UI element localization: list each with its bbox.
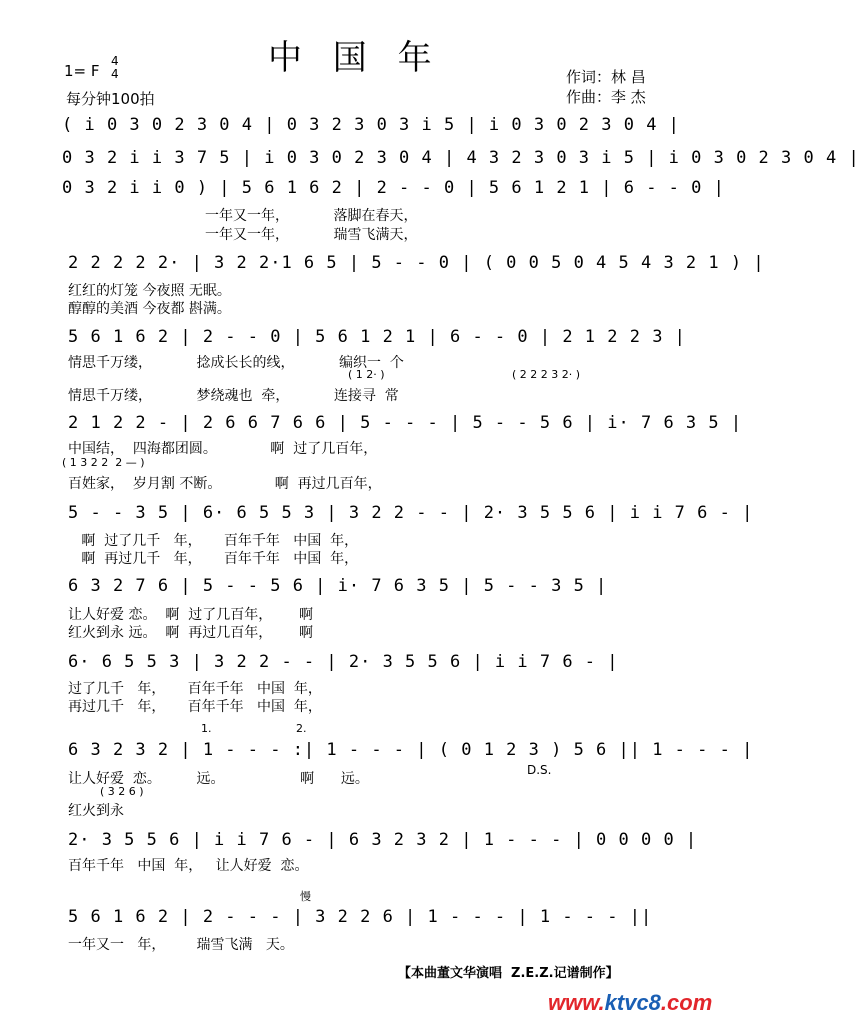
tempo-marking: 每分钟100拍 (66, 90, 155, 108)
volta-1-label: 1. (201, 722, 212, 735)
small-notes-c: ( 1 3 2 2 2 — ) (62, 456, 145, 469)
composer-credit: 作曲：李 杰 (566, 88, 646, 106)
site-watermark (548, 990, 712, 1016)
small-notes-a: ( 1 2· ) (348, 368, 385, 381)
lyricist-credit: 作词：林 昌 (566, 68, 646, 86)
lyric-row-8-verse-1: 让人好爱 恋。 啊 过了几百年， 啊 (68, 607, 313, 623)
time-signature-bottom: 4 (111, 67, 119, 81)
small-notes-d: ( 3 2 6 ) (100, 785, 144, 798)
notation-row-2: 0 3 2 i i 3 7 5 | i 0 3 0 2 3 0 4 | 4 3 2 3 0 3 i 5 | i 0 3 0 2 3 0 4 | (62, 148, 860, 168)
lyric-row-9-verse-1: 过了几千 年， 百年千年 中国 年， (68, 681, 322, 697)
watermark-suffix: .com (660, 990, 713, 1015)
lyric-row-9-verse-2: 再过几千 年， 百年千年 中国 年， (68, 699, 322, 715)
notation-row-1: ( i 0 3 0 2 3 0 4 | 0 3 2 3 0 3 i 5 | i 0 3 0 2 3 0 4 | (62, 115, 680, 135)
notation-row-12: 5 6 1 6 2 | 2 - - - | 3 2 2 6 | 1 - - - | 1 - - - || (68, 907, 653, 927)
lyric-row-7-verse-1: 啊 过了几千 年， 百年千年 中国 年， (68, 533, 359, 549)
notation-row-10: 6 3 2 3 2 | 1 - - - :| 1 - - - | ( 0 1 2 3 ) 5 6 || 1 - - - | (68, 740, 754, 760)
lyric-row-11-verse-1: 百年千年 中国 年， 让人好爱 恋。 (68, 858, 309, 874)
notation-row-4: 2 2 2 2 2· | 3 2 2·1 6 5 | 5 - - 0 | ( 0 0 5 0 4 5 4 3 2 1 ) | (68, 253, 765, 273)
ds-marking: D.S. (527, 763, 552, 777)
notation-row-7: 5 - - 3 5 | 6· 6 5 5 3 | 3 2 2 - - | 2· 3 5 5 6 | i i 7 6 - | (68, 503, 754, 523)
lyric-row-3-verse-2: 一年又一年， 瑞雪飞满天， (205, 227, 418, 243)
notation-row-3: 0 3 2 i i 0 ) | 5 6 1 6 2 | 2 - - 0 | 5 6 1 2 1 | 6 - - 0 | (62, 178, 725, 198)
lyric-row-5-verse-1: 情思千万缕， 捻成长长的线， 编织一 个 (68, 355, 404, 371)
notation-row-9: 6· 6 5 5 3 | 3 2 2 - - | 2· 3 5 5 6 | i i 7 6 - | (68, 652, 619, 672)
watermark-prefix: www. (548, 990, 605, 1015)
lyric-row-4-verse-2: 醇醇的美酒 今夜都 斟满。 (68, 301, 231, 317)
watermark-brand: ktvc8 (604, 990, 661, 1015)
lyric-row-10-verse-1: 让人好爱 恋。 远。 啊 远。 (68, 771, 369, 787)
notation-row-11: 2· 3 5 5 6 | i i 7 6 - | 6 3 2 3 2 | 1 - - - | 0 0 0 0 | (68, 830, 698, 850)
notation-row-5: 5 6 1 6 2 | 2 - - 0 | 5 6 1 2 1 | 6 - - 0 | 2 1 2 2 3 | (68, 327, 686, 347)
lyric-row-8-verse-2: 红火到永 远。 啊 再过几百年， 啊 (68, 625, 313, 641)
lyric-row-6-verse-2: 百姓家， 岁月割 不断。 啊 再过几百年， (68, 476, 382, 492)
volta-2-label: 2. (296, 722, 307, 735)
lyric-row-6-verse-1: 中国结， 四海都团圆。 啊 过了几百年， (68, 441, 378, 457)
lyric-row-4-verse-1: 红红的灯笼 今夜照 无眠。 (68, 283, 231, 299)
key-signature: 1= F (64, 62, 100, 80)
lyric-row-5-verse-2: 情思千万缕， 梦绕魂也 牵， 连接寻 常 (68, 388, 399, 404)
time-signature-top: 4 (111, 54, 119, 68)
lyric-row-3-verse-1: 一年又一年， 落脚在春天， (205, 208, 418, 224)
lyric-row-10-verse-2: 红火到永 (68, 803, 124, 819)
lyric-row-7-verse-2: 啊 再过几千 年， 百年千年 中国 年， (68, 551, 359, 567)
lyric-row-12-verse-1: 一年又一 年， 瑞雪飞满 天。 (68, 937, 294, 953)
transcription-credit: 【本曲董文华演唱 Z.E.Z.记谱制作】 (398, 966, 619, 981)
page-title: 中 国 年 (268, 38, 442, 78)
notation-row-6: 2 1 2 2 - | 2 6 6 7 6 6 | 5 - - - | 5 - - 5 6 | i· 7 6 3 5 | (68, 413, 743, 433)
small-notes-b: ( 2 2 2 3 2· ) (512, 368, 581, 381)
slow-marking: 慢 (300, 890, 311, 903)
notation-row-8: 6 3 2 7 6 | 5 - - 5 6 | i· 7 6 3 5 | 5 - - 3 5 | (68, 576, 608, 596)
